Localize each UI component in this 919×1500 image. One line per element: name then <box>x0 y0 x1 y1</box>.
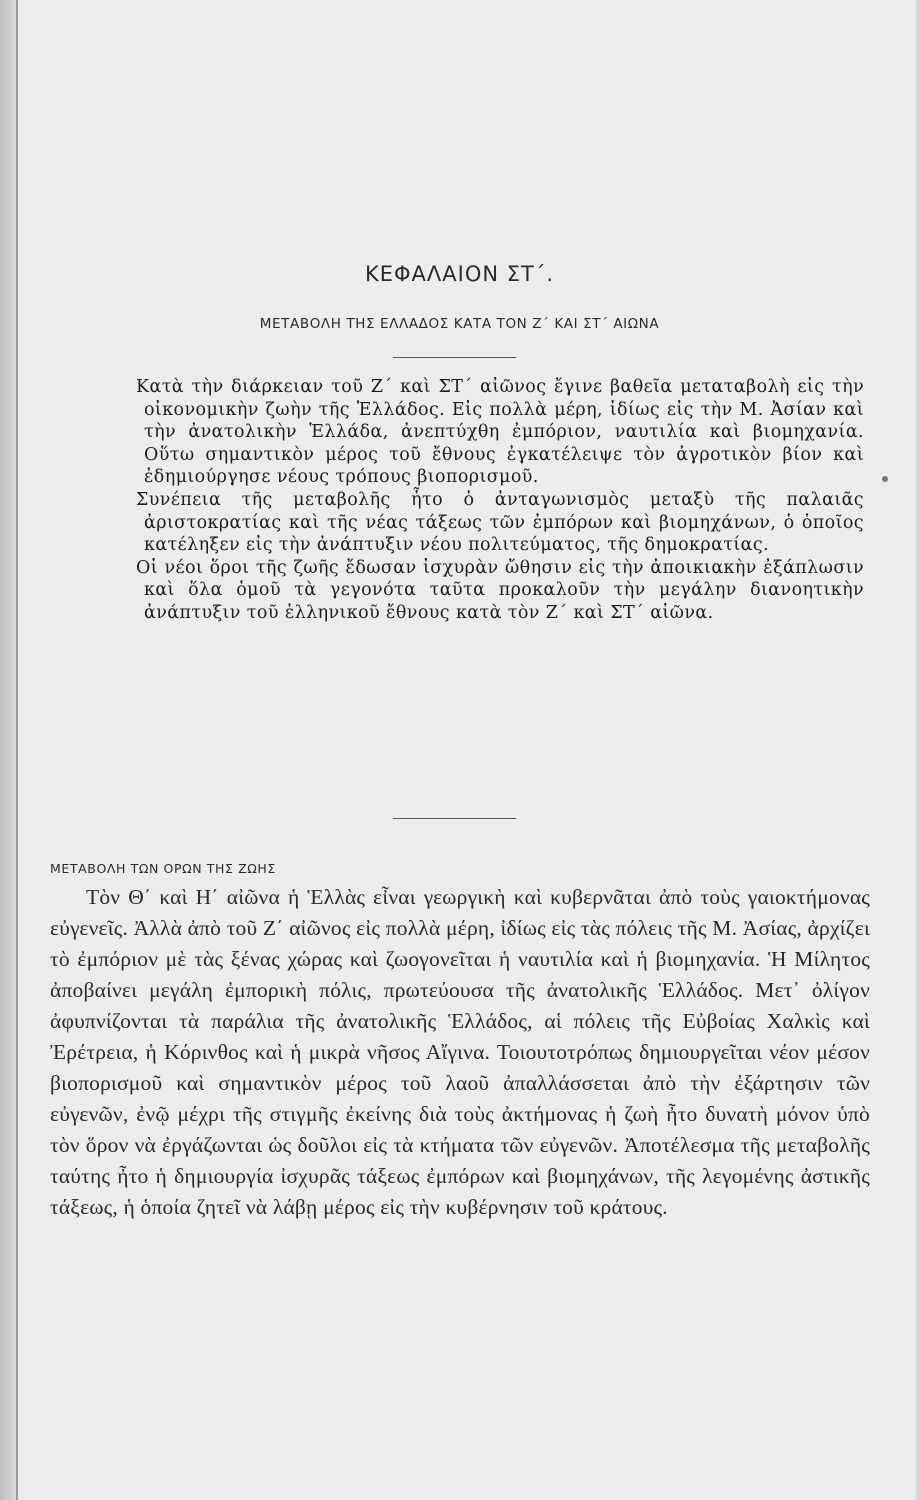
chapter-title: ΚΕΦΑΛΑΙΟΝ ΣΤ΄. <box>364 262 555 286</box>
body-paragraph: Τὸν Θ΄ καὶ Η΄ αἰῶνα ἡ Ἑλλὰς εἶναι γεωργικὴ καὶ κυβερνᾶται ἀπὸ τοὺς γαιοκτήμονας εὐγενεῖς. Ἀλλὰ ἀπὸ τοῦ Ζ΄ αἰῶνος εἰς πολλὰ μέρη, ἰδίως εἰς τὰς πόλεις τῆς Μ. Ἀσίας, ἀρχίζει τὸ ἐμπόριον μὲ τὰς ξένας χώρας καὶ ζωογονεῖται ἡ ναυτιλία καὶ ἡ βιομηχανία. Ἡ Μίλητος ἀποβαίνει μεγάλη ἐμπορικὴ πόλις, πρωτεύουσα τῆς ἀνατολικῆς Ἑλλάδος. Μετ᾽ ὀλίγον ἀφυπνίζονται τὰ παράλια τῆς ἀνατολικῆς Ἑλλάδος, αἱ πόλεις τῆς Εὐβοίας Χαλκὶς καὶ Ἐρέτρεια, ἡ Κόρινθος καὶ ἡ μικρὰ νῆσος Αἴγινα. Τοιουτοτρόπως δημιουργεῖται νέον μέσον βιοπορισμοῦ καὶ σημαντικὸν μέρος τοῦ λαοῦ ἀπαλλάσσεται ἀπὸ τὴν ἐξάρτησιν τῶν εὐγενῶν, ἐνῷ μέχρι τῆς στιγμῆς ἐκείνης διὰ τοὺς ἀκτήμονας ἡ ζωὴ ἦτο δυνατὴ μόνον ὑπὸ τὸν ὅρον νὰ ἐργάζωνται ὡς δοῦλοι εἰς τὰ κτήματα τῶν εὐγενῶν. Ἀποτέλεσμα τῆς μεταβολῆς ταύτης ἦτο ἡ δημιουργία ἰσχυρᾶς τάξεως ἐμπόρων καὶ βιομηχάνων, τῆς λεγομένης ἀστικῆς τάξεως, ἡ ὁποία ζητεῖ νὰ λάβῃ μέρος εἰς τὴν κυβέρνησιν τοῦ κράτους. <box>50 885 870 1219</box>
summary-paragraph: Συνέπεια τῆς μεταβολῆς ἦτο ὁ ἀνταγωνισμὸς μεταξὺ τῆς παλαιᾶς ἀριστοκρατίας καὶ τῆς νέας τάξεως τῶν ἐμπόρων καὶ βιομηχάνων, ὁ ὁποῖος κατέληξεν εἰς τὴν ἀνάπτυξιν νέου πολιτεύματος, τῆς δημοκρατίας. <box>136 489 864 556</box>
divider-bottom <box>393 818 516 819</box>
section-heading: ΜΕΤΑΒΟΛΗ ΤΩΝ ΟΡΩΝ ΤΗΣ ΖΩΗΣ <box>50 861 276 876</box>
summary-paragraph: Κατὰ τὴν διάρκειαν τοῦ Ζ΄ καὶ ΣΤ΄ αἰῶνος ἔγινε βαθεῖα μεταταβολὴ εἰς τὴν οἰκονομικὴν ζωὴν τῆς Ἑλλάδος. Εἰς πολλὰ μέρη, ἰδίως εἰς τὴν Μ. Ἀσίαν καὶ τὴν ἀνατολικὴν Ἑλλάδα, ἀνεπτύχθη ἐμπόριον, ναυτιλία καὶ βιομηχανία. Οὕτω σημαντικὸν μέρος τοῦ ἔθνους ἐγκατέλειψε τὸν ἀγροτικὸν βίον καὶ ἐδημιούργησε νέους τρόπους βιοπορισμοῦ. <box>136 377 864 488</box>
book-page <box>16 0 916 1500</box>
chapter-summary <box>136 376 864 625</box>
section-body <box>50 882 870 1223</box>
page-mark <box>882 476 888 482</box>
summary-paragraph: Οἱ νέοι ὅροι τῆς ζωῆς ἔδωσαν ἰσχυρὰν ὤθησιν εἰς τὴν ἀποικιακὴν ἐξάπλωσιν καὶ ὅλα ὁμοῦ τὰ γεγονότα ταῦτα προκαλοῦν τὴν μεγάλην διανοητικὴν ἀνάπτυξιν τοῦ ἑλληνικοῦ ἔθνους κατὰ τὸν Ζ΄ καὶ ΣΤ΄ αἰῶνα. <box>136 557 864 623</box>
book-gutter <box>0 0 16 1500</box>
divider-top <box>393 357 516 358</box>
chapter-subtitle: ΜΕΤΑΒΟΛΗ ΤΗΣ ΕΛΛΑΔΟΣ ΚΑΤΑ ΤΟΝ Ζ΄ ΚΑΙ ΣΤ΄ ΑΙΩΝΑ <box>259 316 660 332</box>
